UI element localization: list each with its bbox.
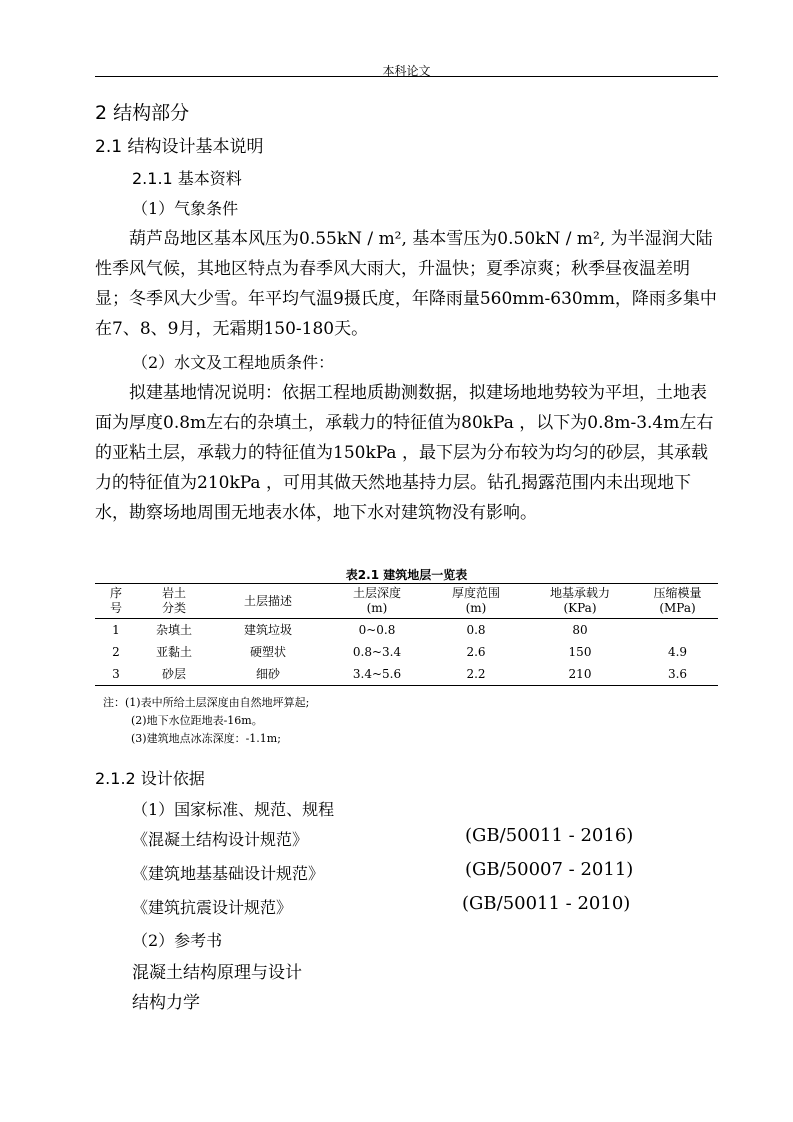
table-row [95,663,718,686]
page-header-title: 本科论文 [382,64,431,78]
cell-depth: 0.8~3.4 [352,645,402,659]
cell-soil-type: 亚黏土 [155,645,192,659]
section-heading: 2 结构部分 [95,102,190,124]
reference-item: 结构力学 [132,993,200,1013]
cell-index: 3 [112,667,120,681]
hydro-label: （2）水文及工程地质条件： [132,353,335,372]
cell-description: 硬塑状 [249,645,286,659]
soil-layer-table [95,583,718,686]
standard-name: 《混凝土结构设计规范》 [132,830,309,849]
col-header-description: 土层描述 [243,593,292,608]
standard-name: 《建筑地基基础设计规范》 [132,864,325,883]
cell-modulus [637,619,718,642]
cell-modulus: 3.6 [667,667,688,681]
references-label: （2）参考书 [132,931,223,950]
table-notes [103,694,309,748]
subsubsection-heading: 2.1.1 基本资料 [132,169,242,188]
cell-soil-type: 砂层 [161,667,186,681]
col-header-soil-type: 岩土 分类 [161,586,186,615]
standards-label: （1）国家标准、规范、规程 [132,800,335,819]
standard-name: 《建筑抗震设计规范》 [132,898,293,917]
col-header-index: 序 号 [109,586,122,615]
table-row [95,619,718,642]
cell-index: 2 [112,645,120,659]
cell-description: 细砂 [255,667,280,681]
standard-code: (GB/50011 - 2010) [462,893,631,914]
subsection-heading: 2.1 结构设计基本说明 [95,137,264,157]
header-rule [95,76,718,77]
cell-index: 1 [112,623,120,637]
reference-item: 混凝土结构原理与设计 [132,963,302,983]
hydro-paragraph [95,378,718,528]
cell-modulus: 4.9 [667,645,688,659]
cell-depth: 3.4~5.6 [352,667,402,681]
standard-code: (GB/50007 - 2011) [465,859,634,880]
cell-thickness: 2.2 [466,667,486,681]
cell-depth: 0~0.8 [358,623,396,637]
table-note: (3)建筑地点冰冻深度：-1.1m; [131,732,281,745]
table-header-row [95,584,718,619]
climate-label: （1）气象条件 [132,199,239,218]
table-caption: 表2.1 建筑地层一览表 [345,568,468,582]
cell-bearing: 80 [572,623,588,637]
climate-paragraph [95,224,718,344]
col-header-thickness: 厚度范围 (m) [451,586,500,615]
design-basis-heading: 2.1.2 设计依据 [95,769,205,788]
hydro-text: 拟建基地情况说明：依据工程地质勘测数据，拟建场地地势较为平坦，土地表面为厚度0.8m左右的杂填土，承载力的特征值为80kPa ，以下为0.8m-3.4m左右的亚粘土层，承载力的特征值为150kPa ，最下层为分布较为均匀的砂层，其承载力的特征值为210kPa ，可用其做天然地基持力层。钻孔揭露范围内未出现地下水，勘察场地周围无地表水体，地下水对建筑物没有影响。 [95,383,714,523]
cell-soil-type: 杂填土 [155,623,192,637]
table-note: 注：(1)表中所给土层深度由自然地坪算起; [103,696,310,709]
col-header-modulus: 压缩模量 (MPa) [653,586,702,615]
cell-bearing: 150 [568,645,592,659]
col-header-bearing-capacity: 地基承载力 (KPa) [549,586,610,615]
cell-thickness: 0.8 [466,623,486,637]
cell-bearing: 210 [568,667,592,681]
col-header-depth: 土层深度 (m) [352,586,401,615]
table-note: (2)地下水位距地表-16m。 [131,714,263,727]
climate-text: 葫芦岛地区基本风压为0.55kN / m², 基本雪压为0.50kN / m², 为半湿润大陆性季风气候，其地区特点为春季风大雨大，升温快；夏季凉爽；秋季昼夜温差明显；冬季风大少雪。年平均气温9摄氏度，年降雨量560mm-630mm，降雨多集中在7、8、9月，无霜期150-180天。 [95,229,717,339]
standard-code: (GB/50011 - 2016) [465,825,634,846]
cell-description: 建筑垃圾 [243,623,292,637]
table-row [95,641,718,663]
cell-thickness: 2.6 [466,645,486,659]
